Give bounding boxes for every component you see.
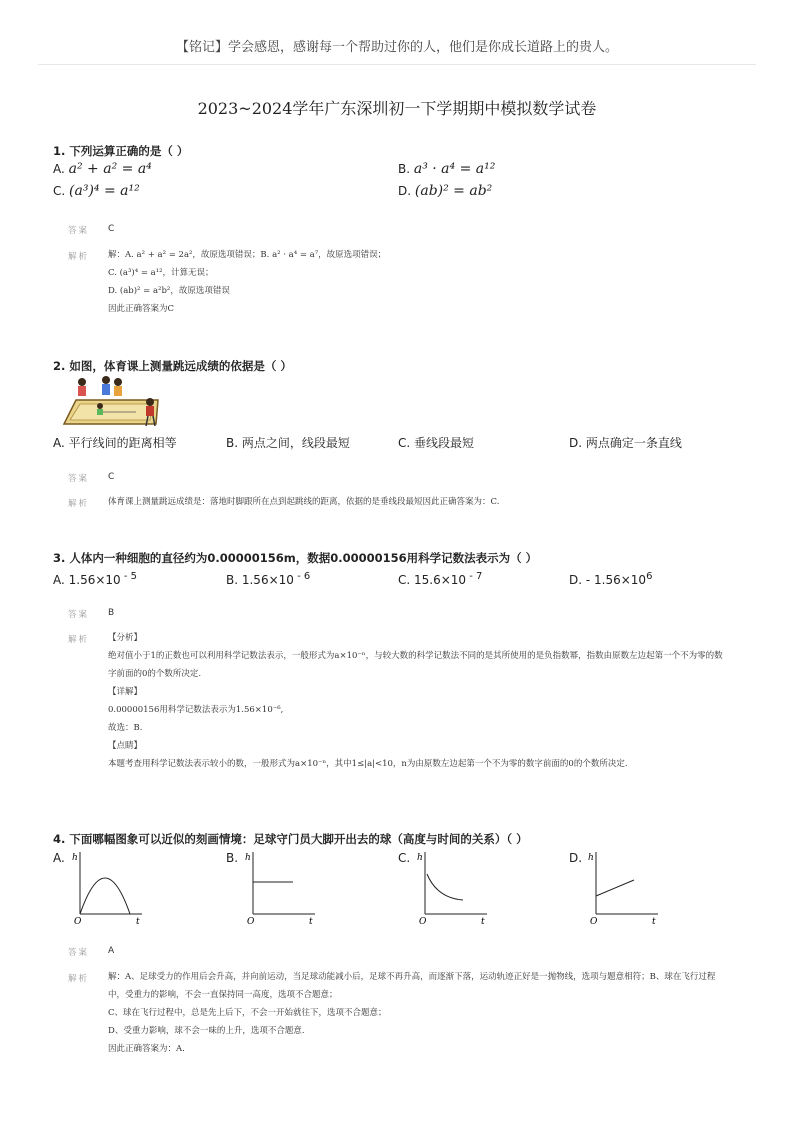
q3-analysis-title: 【分析】 — [108, 633, 143, 643]
q3-tip-title: 【点睛】 — [108, 741, 143, 751]
q4-graph-a-origin-label: O — [74, 917, 82, 927]
q4-graph-a-x-label: t — [136, 917, 140, 927]
q4-graph-c-x-label: t — [481, 917, 485, 927]
q4-solution-line: 解：A、足球受力的作用后会升高，并向前运动，当足球动能减小后，足球不再升高，而逐渐下落，运动轨迹正好是一抛物线，选项与题意相符；B、球在飞行过程中，受重力的影响，不会一直保持同一高度，选项不合题意； — [108, 972, 716, 1000]
q4-graph-d — [586, 848, 666, 928]
q4-graph-d-x-label: t — [652, 917, 656, 927]
q3-option-a-exponent: - 5 — [120, 571, 137, 582]
q3-option-d-exponent: 6 — [646, 571, 653, 582]
q4-answer-label: 答案 — [68, 948, 90, 958]
q2-option-a[interactable]: A. 平行线间的距离相等 — [53, 436, 177, 450]
q3-choose: 故选：B. — [108, 723, 143, 733]
q3-option-c[interactable] — [398, 571, 482, 587]
q3-option-c-exponent: - 7 — [466, 571, 483, 582]
q1-solution-line: D. (ab)² = a²b²，故原选项错误 — [108, 286, 230, 296]
q1-option-a-letter: A. — [53, 162, 65, 176]
q3-answer: B — [108, 608, 115, 618]
q1-answer-label: 答案 — [68, 226, 90, 236]
q2-option-c[interactable]: C. 垂线段最短 — [398, 436, 475, 450]
q3-option-c-base: C. 15.6×10 — [398, 573, 467, 587]
q1-option-c-expr: (a³)⁴ = a¹² — [69, 183, 140, 199]
long-jump-illustration — [58, 372, 168, 430]
q3-detail-title: 【详解】 — [108, 687, 143, 697]
q3-analysis-label: 解析 — [68, 635, 90, 645]
q4-option-a[interactable]: A. — [53, 851, 65, 865]
q4-graph-d-y-label: h — [588, 853, 594, 863]
q2-option-b[interactable]: B. 两点之间，线段最短 — [226, 436, 350, 450]
q3-option-b-exponent: - 6 — [293, 571, 311, 582]
q1-option-d[interactable] — [398, 183, 492, 199]
q4-graph-c-y-label: h — [417, 853, 423, 863]
q4-solution-line: C、球在飞行过程中，总是先上后下，不会一开始就往下，选项不合题意； — [108, 1008, 387, 1018]
q4-solution-line: D、受重力影响，球不会一味的上升，选项不合题意. — [108, 1026, 305, 1036]
q3-option-b-base: B. 1.56×10 — [226, 573, 294, 587]
q3-tip-text: 本题考查用科学记数法表示较小的数，一般形式为a×10⁻ⁿ，其中1≤|a|<10，n为由原数左边起第一个不为零的数字前面的0的个数所决定. — [108, 759, 628, 769]
q1-option-c[interactable] — [53, 183, 140, 199]
q4-graph-b-y-label: h — [245, 853, 251, 863]
question-2-stem: 2. 如图，体育课上测量跳远成绩的依据是（ ） — [53, 359, 292, 373]
q1-option-c-letter: C. — [53, 184, 66, 198]
question-3-stem: 3. 人体内一种细胞的直径约为0.00000156m，数据0.00000156用科学记数法表示为（ ） — [53, 551, 538, 565]
q1-solution-line: C. (a³)⁴ = a¹²，计算无误； — [108, 268, 214, 278]
question-1-stem: 1. 下列运算正确的是（ ） — [53, 144, 189, 158]
q1-option-b-letter: B. — [398, 162, 411, 176]
q1-solution-line: 解：A. a² + a² = 2a²，故原选项错误；B. a² · a⁴ = a⁷，故原选项错误； — [108, 250, 387, 260]
q4-graph-d-origin-label: O — [590, 917, 598, 927]
q4-option-d[interactable]: D. — [569, 851, 583, 865]
q4-answer: A — [108, 946, 115, 956]
q4-graph-c — [415, 848, 495, 928]
q1-option-b-expr: a³ · a⁴ = a¹² — [413, 161, 496, 177]
q4-solution-line: 因此正确答案为：A. — [108, 1044, 185, 1054]
q3-analysis-text: 绝对值小于1的正数也可以利用科学记数法表示，一般形式为a×10⁻ⁿ，与较大数的科学记数法不同的是其所使用的是负指数幂，指数由原数左边起第一个不为零的数字前面的0的个数所决定. — [108, 651, 723, 679]
q1-solution-line: 因此正确答案为C — [108, 304, 175, 314]
q4-graph-b-origin-label: O — [247, 917, 255, 927]
q2-solution — [108, 493, 728, 511]
q1-analysis-label: 解析 — [68, 252, 90, 262]
q4-graph-c-origin-label: O — [419, 917, 427, 927]
q1-option-d-expr: (ab)² = ab² — [414, 183, 493, 199]
q3-answer-label: 答案 — [68, 610, 90, 620]
page-title: 2023~2024学年广东深圳初一下学期期中模拟数学试卷 — [197, 99, 597, 118]
header-divider — [38, 64, 756, 65]
q1-option-a-expr: a² + a² = a⁴ — [68, 161, 152, 177]
q3-option-a[interactable] — [53, 571, 137, 587]
q1-option-b[interactable] — [398, 161, 495, 177]
q3-option-b[interactable] — [226, 571, 310, 587]
q4-graph-b-x-label: t — [309, 917, 313, 927]
q1-solution — [108, 246, 728, 318]
q2-option-d[interactable]: D. 两点确定一条直线 — [569, 436, 682, 450]
question-4-stem: 4. 下面哪幅图象可以近似的刻画情境：足球守门员大脚开出去的球（高度与时间的关系）（ ） — [53, 832, 528, 846]
q1-option-d-letter: D. — [398, 184, 412, 198]
q4-analysis-label: 解析 — [68, 974, 90, 984]
q3-option-d[interactable] — [569, 571, 652, 587]
q2-answer-label: 答案 — [68, 474, 90, 484]
q2-analysis-label: 解析 — [68, 499, 90, 509]
header-motto: 【铭记】学会感恩，感谢每一个帮助过你的人，他们是你成长道路上的贵人。 — [175, 40, 618, 55]
q2-answer: C — [108, 472, 115, 482]
q4-option-c[interactable]: C. — [398, 851, 411, 865]
q3-option-d-base: D. - 1.56×10 — [569, 573, 647, 587]
q4-graph-a-y-label: h — [72, 853, 78, 863]
q3-solution — [108, 629, 728, 773]
q3-option-a-base: A. 1.56×10 — [53, 573, 121, 587]
q1-answer: C — [108, 224, 115, 234]
q1-option-a[interactable] — [53, 161, 152, 177]
q2-solution-line: 体育课上测量跳远成绩是：落地时脚跟所在点到起跳线的距离，依据的是垂线段最短因此正确答案为：C. — [108, 497, 500, 507]
q3-detail-text: 0.00000156用科学记数法表示为1.56×10⁻⁶, — [108, 705, 284, 715]
q4-graph-b — [243, 848, 323, 928]
q4-solution — [108, 968, 728, 1058]
q4-option-b[interactable]: B. — [226, 851, 239, 865]
q4-graph-a — [70, 848, 150, 928]
